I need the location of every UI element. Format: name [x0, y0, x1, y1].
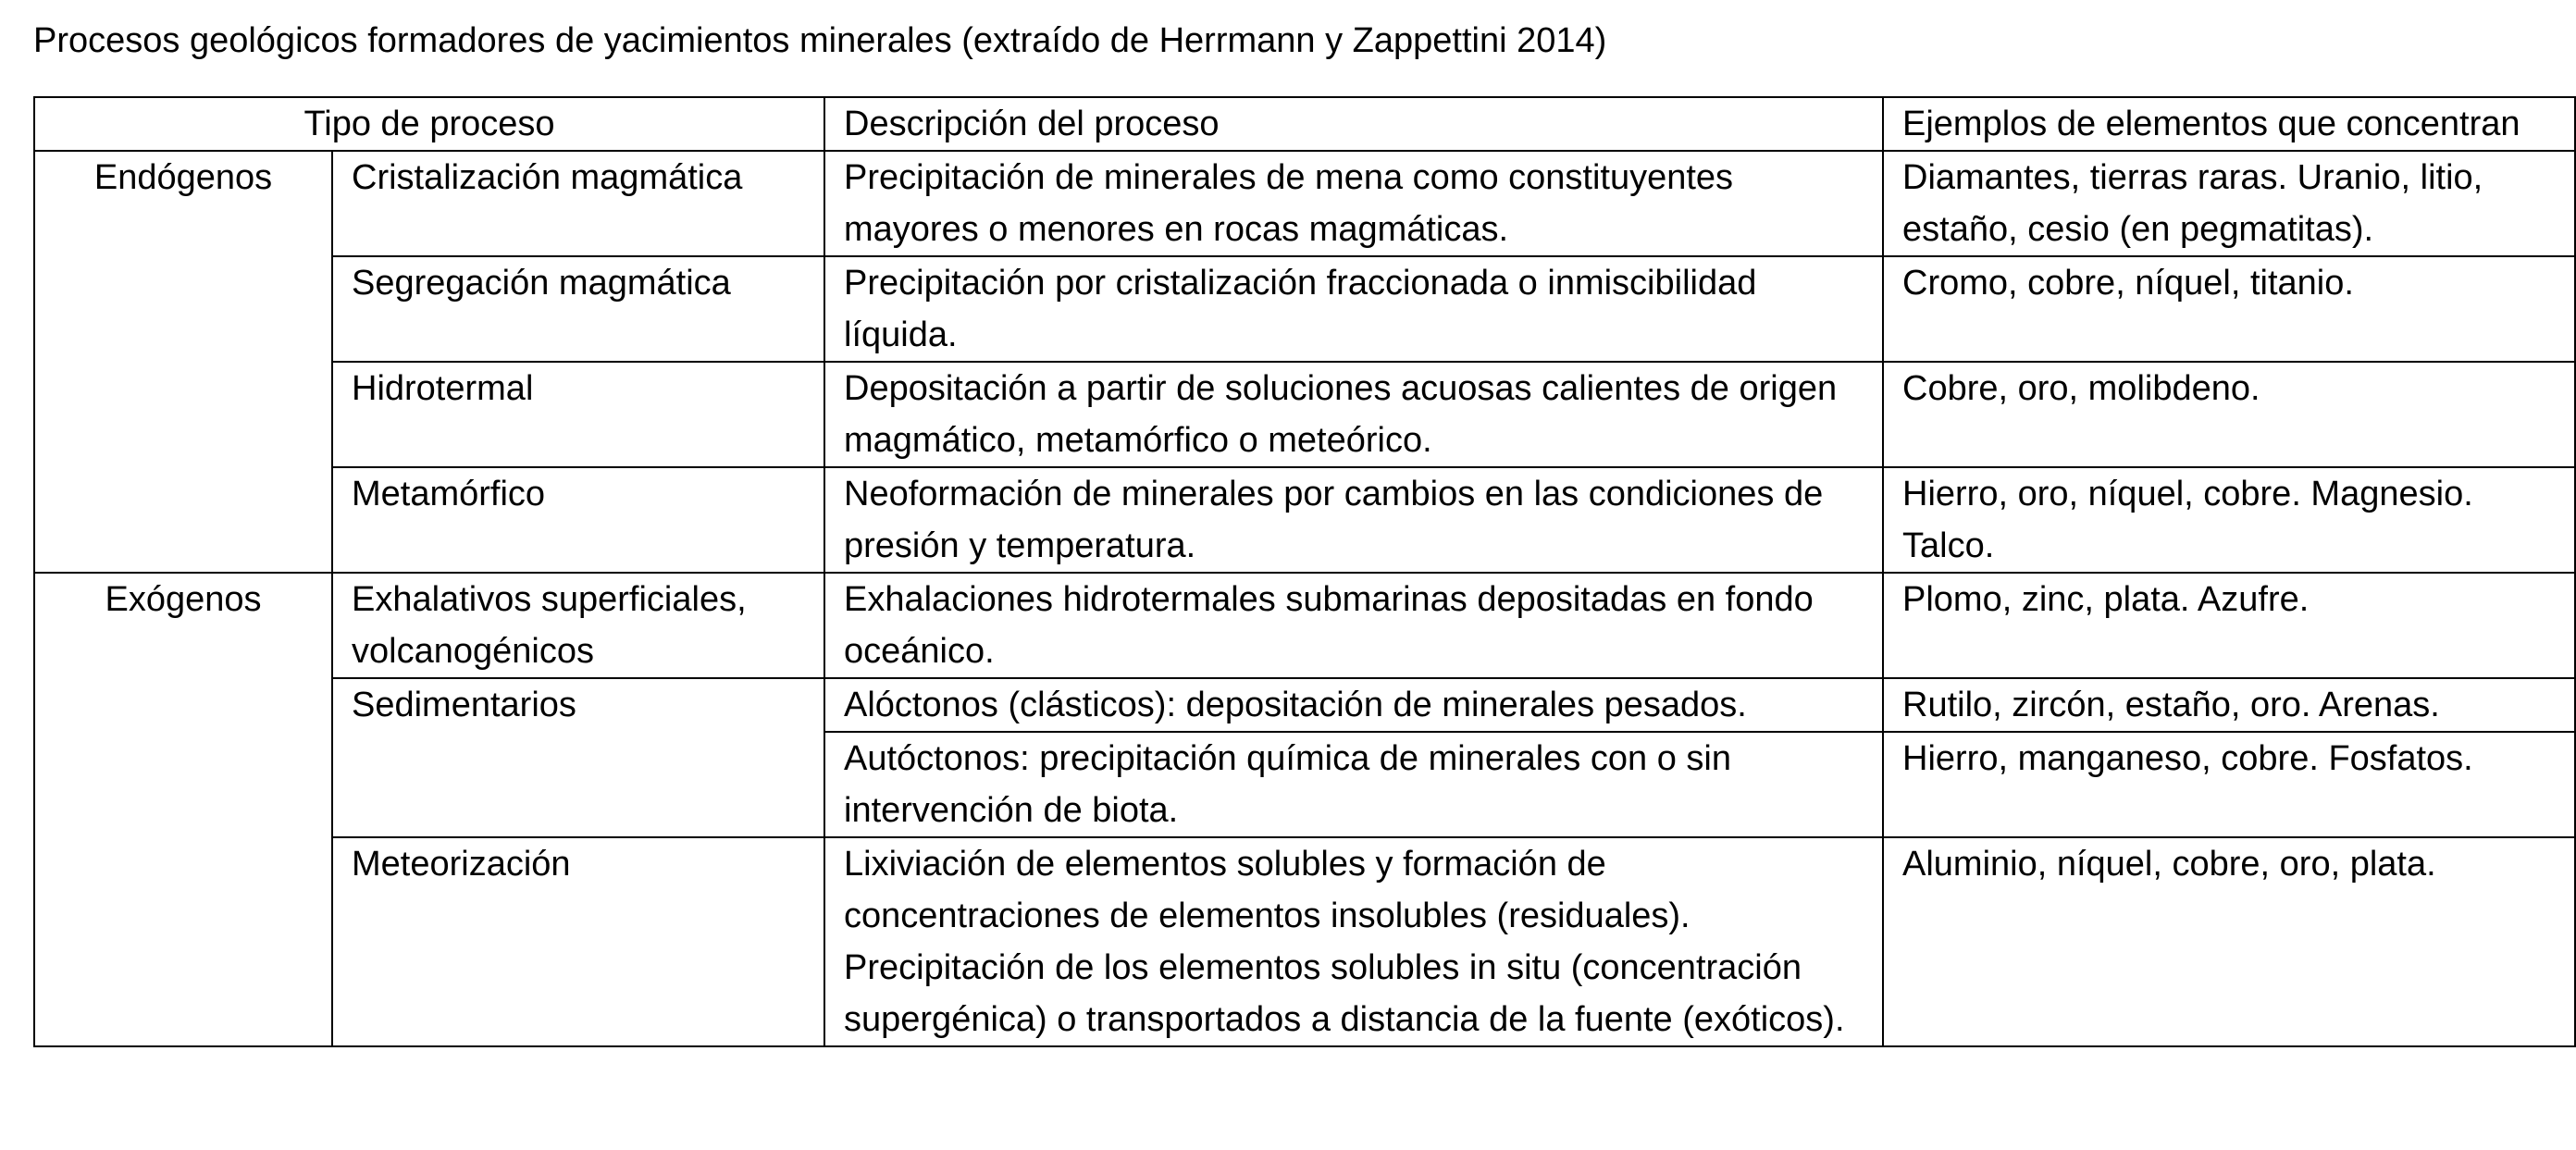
process-examples: Diamantes, tierras raras. Uranio, litio, estaño, cesio (en pegmatitas). [1883, 151, 2575, 256]
process-name: Cristalización magmática [332, 151, 824, 256]
process-examples: Cobre, oro, molibdeno. [1883, 362, 2575, 467]
process-description: Alóctonos (clásticos): depositación de minerales pesados. [824, 678, 1883, 732]
process-examples: Aluminio, níquel, cobre, oro, plata. [1883, 837, 2575, 1046]
group-endogenos: Endógenos [34, 151, 332, 573]
table-caption: Procesos geológicos formadores de yacimientos minerales (extraído de Herrmann y Zappettini 2014) [33, 21, 1607, 60]
process-examples: Hierro, manganeso, cobre. Fosfatos. [1883, 732, 2575, 837]
group-exogenos: Exógenos [34, 573, 332, 1046]
process-description: Neoformación de minerales por cambios en las condiciones de presión y temperatura. [824, 467, 1883, 573]
header-descripcion: Descripción del proceso [824, 97, 1883, 151]
table-row [34, 837, 2575, 1046]
table-row [34, 151, 2575, 256]
process-description: Lixiviación de elementos solubles y formación de concentraciones de elementos insolubles (residuales). Precipitación de los elementos solubles in situ (concentración supergénica) o transportados a distancia de la fuente (exóticos). [824, 837, 1883, 1046]
table-row [34, 573, 2575, 678]
process-description: Exhalaciones hidrotermales submarinas depositadas en fondo oceánico. [824, 573, 1883, 678]
process-name: Metamórfico [332, 467, 824, 573]
process-description: Precipitación de minerales de mena como constituyentes mayores o menores en rocas magmáticas. [824, 151, 1883, 256]
process-name: Hidrotermal [332, 362, 824, 467]
process-description: Depositación a partir de soluciones acuosas calientes de origen magmático, metamórfico o meteórico. [824, 362, 1883, 467]
process-examples: Cromo, cobre, níquel, titanio. [1883, 256, 2575, 362]
process-description: Autóctonos: precipitación química de minerales con o sin intervención de biota. [824, 732, 1883, 837]
mineral-processes-table [33, 96, 2576, 1047]
process-name: Sedimentarios [332, 678, 824, 837]
process-name: Meteorización [332, 837, 824, 1046]
process-description: Precipitación por cristalización fraccionada o inmiscibilidad líquida. [824, 256, 1883, 362]
process-name: Exhalativos superficiales, volcanogénicos [332, 573, 824, 678]
process-examples: Plomo, zinc, plata. Azufre. [1883, 573, 2575, 678]
process-examples: Hierro, oro, níquel, cobre. Magnesio. Talco. [1883, 467, 2575, 573]
table-row [34, 467, 2575, 573]
header-row [34, 97, 2575, 151]
process-examples: Rutilo, zircón, estaño, oro. Arenas. [1883, 678, 2575, 732]
table-row [34, 362, 2575, 467]
table-row [34, 678, 2575, 732]
header-tipo-proceso: Tipo de proceso [34, 97, 824, 151]
header-ejemplos: Ejemplos de elementos que concentran [1883, 97, 2575, 151]
table-row [34, 256, 2575, 362]
process-name: Segregación magmática [332, 256, 824, 362]
